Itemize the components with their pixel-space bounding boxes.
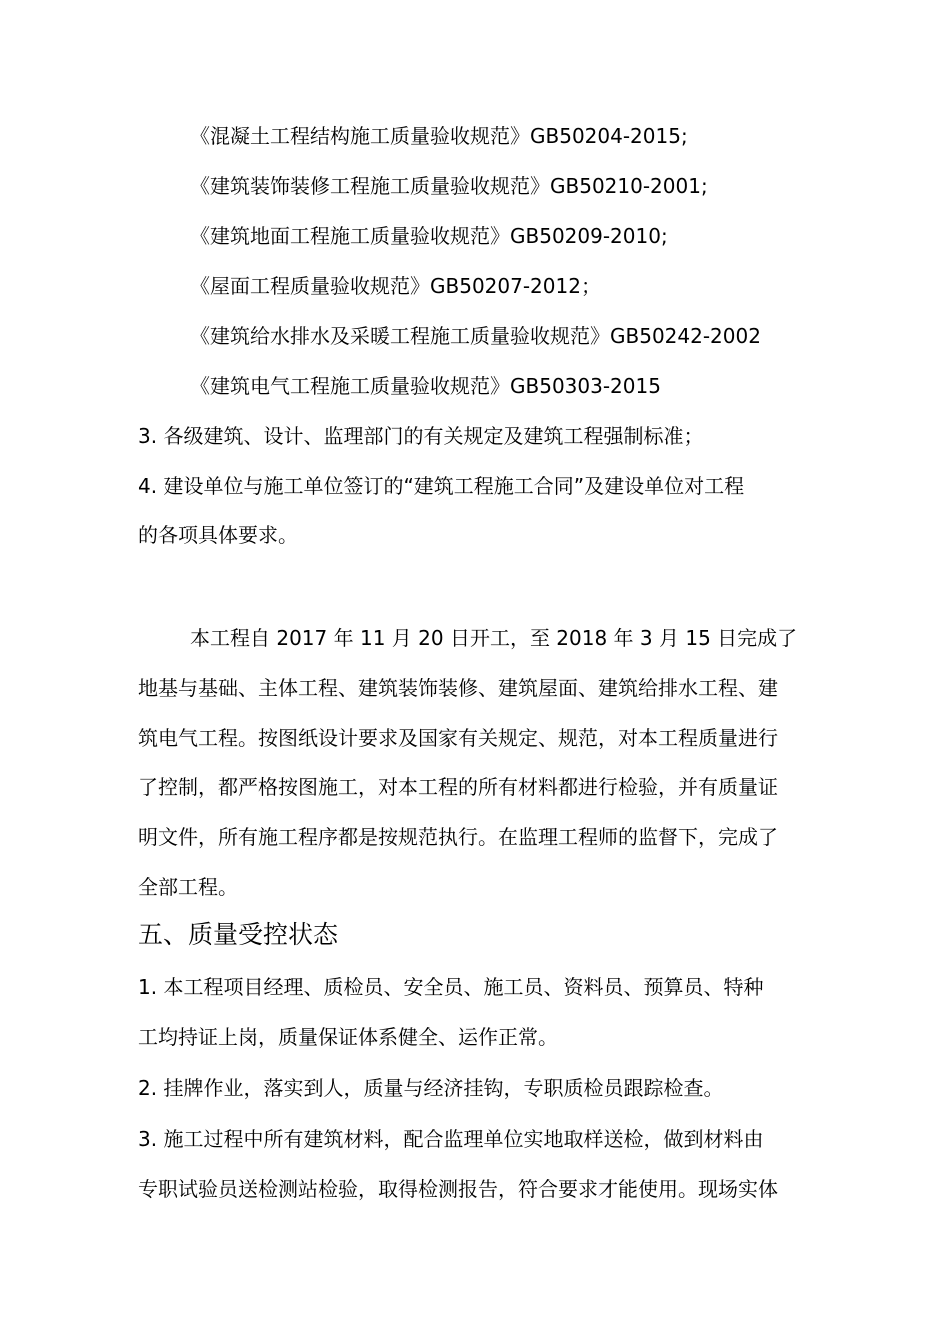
standard-item: 《混凝土工程结构施工质量验收规范》GB50204-2015; <box>190 124 688 148</box>
summary-line: 全部工程。 <box>138 875 238 899</box>
standard-item: 《建筑给水排水及采暖工程施工质量验收规范》GB50242-2002 <box>190 324 761 348</box>
summary-line: 明文件，所有施工程序都是按规范执行。在监理工程师的监督下，完成了 <box>138 825 778 849</box>
quality-item-continuation: 工均持证上岗，质量保证体系健全、运作正常。 <box>138 1025 558 1049</box>
summary-line: 筑电气工程。按图纸设计要求及国家有关规定、规范，对本工程质量进行 <box>138 726 778 750</box>
standard-item: 《屋面工程质量验收规范》GB50207-2012； <box>190 274 601 298</box>
summary-line: 了控制，都严格按图施工，对本工程的所有材料都进行检验，并有质量证 <box>138 775 778 799</box>
section-heading: 五、质量受控状态 <box>138 920 339 949</box>
basis-item: 4. 建设单位与施工单位签订的“建筑工程施工合同”及建设单位对工程 <box>138 474 745 498</box>
summary-line: 地基与基础、主体工程、建筑装饰装修、建筑屋面、建筑给排水工程、建 <box>138 676 778 700</box>
basis-item: 3. 各级建筑、设计、监理部门的有关规定及建筑工程强制标准； <box>138 424 704 448</box>
summary-line: 本工程自 2017 年 11 月 20 日开工，至 2018 年 3 月 15 日完成了 <box>190 626 798 650</box>
quality-item-continuation: 专职试验员送检测站检验，取得检测报告，符合要求才能使用。现场实体 <box>138 1177 778 1201</box>
quality-item: 1. 本工程项目经理、质检员、安全员、施工员、资料员、预算员、特种 <box>138 975 764 999</box>
standard-item: 《建筑装饰装修工程施工质量验收规范》GB50210-2001; <box>190 174 708 198</box>
basis-item-continuation: 的各项具体要求。 <box>138 523 298 547</box>
quality-item: 2. 挂牌作业，落实到人，质量与经济挂钩，专职质检员跟踪检查。 <box>138 1076 724 1100</box>
quality-item: 3. 施工过程中所有建筑材料，配合监理单位实地取样送检，做到材料由 <box>138 1127 764 1151</box>
standard-item: 《建筑电气工程施工质量验收规范》GB50303-2015 <box>190 374 661 398</box>
standard-item: 《建筑地面工程施工质量验收规范》GB50209-2010; <box>190 224 668 248</box>
